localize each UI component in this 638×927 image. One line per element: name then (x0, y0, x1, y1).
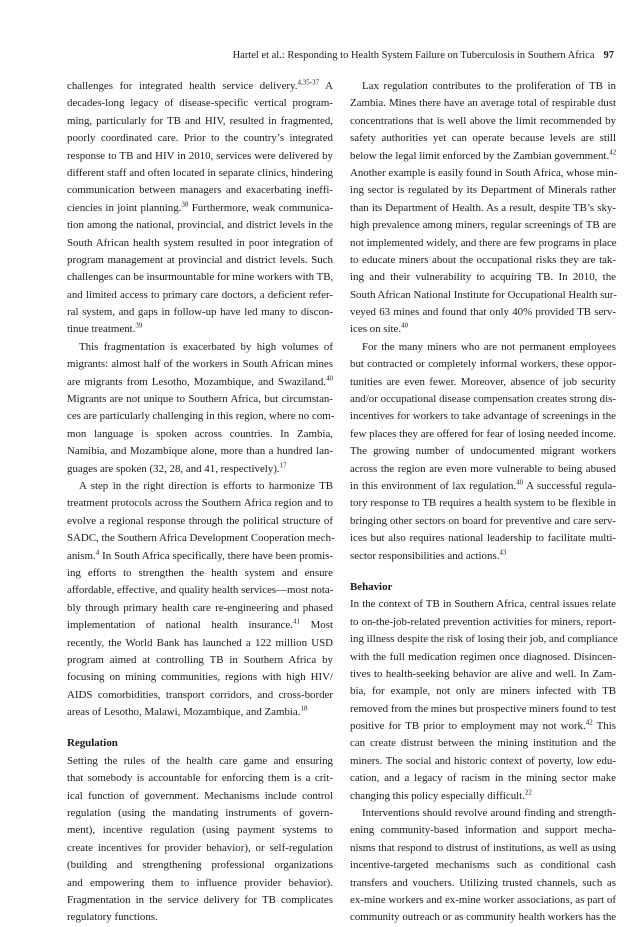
citation-superscript: 38 (181, 200, 189, 209)
text-line: A step in the right direction is efforts to harmonize TB (79, 479, 333, 492)
citation-superscript: 42 (585, 718, 593, 727)
text-line: challenges can be insurmountable for mine workers with TB, (67, 271, 334, 284)
text-line: tinue treatment.$^{39}$ (67, 321, 143, 336)
text-line: ening community-based information and support mecha- (350, 824, 616, 837)
text-line: transfers and vouchers. Utilizing trusted channels, such as (350, 876, 616, 889)
text-line: ing illness despite the risk of losing their job, and compliance (350, 633, 618, 646)
right-column (350, 78, 616, 927)
text-line: regulatory functions. (67, 911, 158, 924)
text-line: In the context of TB in Southern Africa, central issues relate (350, 598, 616, 611)
text-line: create incentives for provider behavior), or self-regulation (67, 841, 333, 854)
text-line: ces are particularly challenging in this region, where no com- (67, 410, 335, 423)
text-line: SADC, the Southern Africa Development Cooperation mech- (67, 532, 335, 545)
text-line: affordable, effective, and quality health services—most nota- (67, 584, 334, 597)
text-line: sector responsibilities and actions.$^{43}$ (350, 547, 507, 562)
text-line: communication between managers and exacerbating ineffi- (67, 184, 333, 197)
text-line: (building and strengthening professional organizations (67, 859, 333, 872)
citation-superscript: 4,35-37 (297, 78, 320, 87)
text-line: ing efforts to strengthen the health system and ensure (67, 566, 333, 579)
text-line: bly through primary health care re-engineering and phased (67, 601, 333, 614)
text-line: few places they are offered for fear of losing needed income. (350, 427, 616, 440)
text-line: poorly coordinated care. Prior to the country’s integrated (67, 132, 333, 145)
text-line: Migrants are not unique to Southern Africa, but circumstan- (67, 393, 333, 406)
text-line: ing and their vulnerability to acquiring TB. In 2010, the (350, 271, 616, 284)
text-line: Setting the rules of the health care game and ensuring (67, 754, 333, 767)
text-line: community outreach or as community health workers has the (350, 911, 617, 924)
text-line: high prevalence among miners, regular screenings of TB are (350, 219, 616, 232)
text-line: decades-long legacy of disease-specific vertical program- (67, 97, 333, 110)
citation-superscript: 39 (135, 321, 143, 330)
text-line: program aimed at controlling TB in Southern Africa by (67, 653, 333, 666)
text-line: tory response to TB requires a health system to be flexible in (350, 497, 616, 510)
text-line: than its Department of Health. As a result, despite TB’s sky- (350, 201, 616, 214)
text-line: across the region are even more vulnerable to being abused (350, 462, 616, 475)
citation-superscript: 43 (499, 547, 507, 556)
text-line: ing sector is regulated by its Department of Minerals rather (350, 184, 616, 197)
citation-superscript: 42 (609, 147, 617, 156)
text-line: Zambia. Mines there have an average total of respirable dust (350, 97, 616, 110)
section-gap (67, 721, 333, 735)
citation-superscript: 4 (95, 547, 100, 556)
text-line: and empowering them to influence provider behavior). (67, 876, 333, 889)
text-line: For the many miners who are not permanent employees (362, 340, 616, 353)
section-heading: Behavior (350, 580, 393, 593)
text-line: South African health system resulted in poor integration of (67, 236, 333, 249)
text-line: Namibia, and Mozambique alone, more than a hundred lan- (67, 445, 333, 458)
text-line: focusing on mining communities, regions with high HIV/ (67, 671, 333, 684)
text-line: Fragmentation in the service delivery for TB complicates (67, 893, 333, 906)
text-line: cation, and a legacy of racism in the mining sector make (350, 772, 616, 785)
text-line: tunities are even fewer. Moreover, absence of job security (350, 375, 616, 388)
text-line: are migrants from Lesotho, Mozambique, and Swaziland.$^{40}$ (67, 374, 333, 388)
citation-superscript: 22 (524, 788, 532, 796)
citation-superscript: 40 (326, 374, 333, 383)
text-line: guages are spoken (32, 28, and 41, respectively).$^{17}$ (67, 460, 287, 475)
text-line: ices but also requires national leadership to facilitate multi- (350, 532, 616, 545)
text-line: tives to health-seeking behavior are alive and well. In Zam- (350, 667, 616, 680)
text-line: safety authorities yet can operate because levels are still (350, 132, 616, 145)
text-line: miners. The social and historic context of poverty, low edu- (350, 754, 616, 767)
text-line: incentives for workers to take advantage of screenings in the (350, 410, 616, 423)
citation-superscript: 17 (279, 460, 287, 469)
text-line: and/or occupational disease compensation creates strong dis- (350, 393, 616, 406)
text-line: that somebody is accountable for enforcing them is a crit- (67, 772, 333, 785)
text-line: different staff and often located in separate clinics, hindering (67, 166, 333, 179)
text-line: areas of Lesotho, Malawi, Mozambique, and Zambia.$^{18}$ (67, 704, 308, 719)
text-line: ral system, and gaps in follow-up have led many to discon- (67, 306, 333, 319)
text-line: removed from the mines but prospective miners found to test (350, 702, 616, 715)
text-line: Another example is easily found in South Africa, whose min- (350, 166, 618, 179)
text-line: The growing number of undocumented migrant workers (350, 445, 616, 458)
text-line: bringing other sectors on board for preventive and care serv- (350, 514, 616, 527)
text-line: concentrations that is well above the limit recommended by (350, 114, 616, 127)
text-line: but contracted or completely informal workers, these oppor- (350, 358, 616, 371)
text-line: implementation of national health insurance.$^{41}$ Most (67, 617, 333, 632)
text-line: not implemented widely, and there are few programs in place (350, 236, 617, 249)
text-line: can create distrust between the mining institution and the (350, 737, 616, 750)
text-line: ical function of government. Mechanisms include control (67, 789, 333, 802)
text-line: mon language is spoken across countries. In Zambia, (67, 427, 333, 440)
text-line: AIDS comorbidities, transport corridors, and cross-border (67, 688, 333, 701)
text-line: regulation (using the mandating instruments of govern- (67, 807, 333, 820)
citation-superscript: 40 (401, 321, 409, 330)
text-line: nisms that respond to distrust of institutions, as well as using (350, 841, 616, 854)
citation-superscript: 41 (292, 617, 300, 626)
text-line: ment), incentive regulation (using payment systems to (67, 824, 333, 837)
text-line: South African National Institute for Occupational Health sur- (350, 288, 617, 301)
text-line: ices on site.$^{40}$ (350, 321, 409, 336)
text-line: challenges for integrated health service delivery.$^{4,35-37}$ A (67, 78, 333, 92)
text-line: program management at provincial and district levels. Such (67, 253, 333, 266)
text-line: positive for TB prior to employment may not work.$^{42}$ This (350, 718, 617, 733)
text-line: and limited access to primary care doctors, a deficient refer- (67, 288, 333, 301)
text-line: to educate miners about the occupational risks they are tak- (350, 253, 616, 266)
section-gap (350, 565, 616, 579)
text-line: recently, the World Bank has launched a 122 million USD (67, 636, 333, 649)
text-line: This fragmentation is exacerbated by high volumes of (79, 340, 333, 353)
citation-superscript: 40 (516, 478, 524, 487)
text-line: changing this policy especially difficult.$^{22}$ (350, 788, 532, 802)
text-line: ming, particularly for TB and HIV, resulted in fragmented, (67, 114, 333, 127)
text-line: below the legal limit enforced by the Zambian government.$^{42}$ (350, 147, 617, 162)
text-line: ciencies in joint planning.$^{38}$ Furthermore, weak communica- (67, 200, 333, 214)
citation-superscript: 18 (300, 704, 308, 713)
text-line: Interventions should revolve around finding and strength- (362, 807, 616, 820)
text-line: migrants: almost half of the workers in South African mines (67, 358, 333, 371)
text-line: treatment protocols across the Southern Africa region and to (67, 497, 333, 510)
text-line: bia, for example, not only are miners infected with TB (350, 685, 616, 698)
running-title: Hartel et al.: Responding to Health System Failure on Tuberculosis in Southern Africa (232, 50, 595, 61)
page-number: 97 (603, 50, 614, 61)
text-line: in this environment of lax regulation.$^{40}$ A successful regula- (350, 478, 616, 492)
text-line: incentive-targeted mechanisms such as conditional cash (350, 859, 616, 872)
text-line: response to TB and HIV in 2010, services were delivered by (67, 149, 333, 162)
running-header (66, 49, 614, 63)
text-line: tion among the national, provincial, and district levels in the (67, 219, 333, 232)
section-heading: Regulation (67, 737, 118, 750)
text-line: anism.$^4$ In South Africa specifically, there have been promis- (67, 547, 333, 562)
text-line: ex-mine workers and ex-mine worker associations, as part of (350, 893, 616, 906)
left-column (67, 78, 333, 927)
text-line: Lax regulation contributes to the proliferation of TB in (362, 80, 616, 92)
text-line: with the full medication regimen once diagnosed. Disincen- (350, 650, 616, 663)
text-line: evolve a regional response through the political structure of (67, 514, 333, 527)
text-line: veyed 63 mines and found that only 40% provided TB serv- (350, 306, 616, 319)
text-line: to on-the-job-related prevention activities for miners, report- (350, 615, 616, 628)
